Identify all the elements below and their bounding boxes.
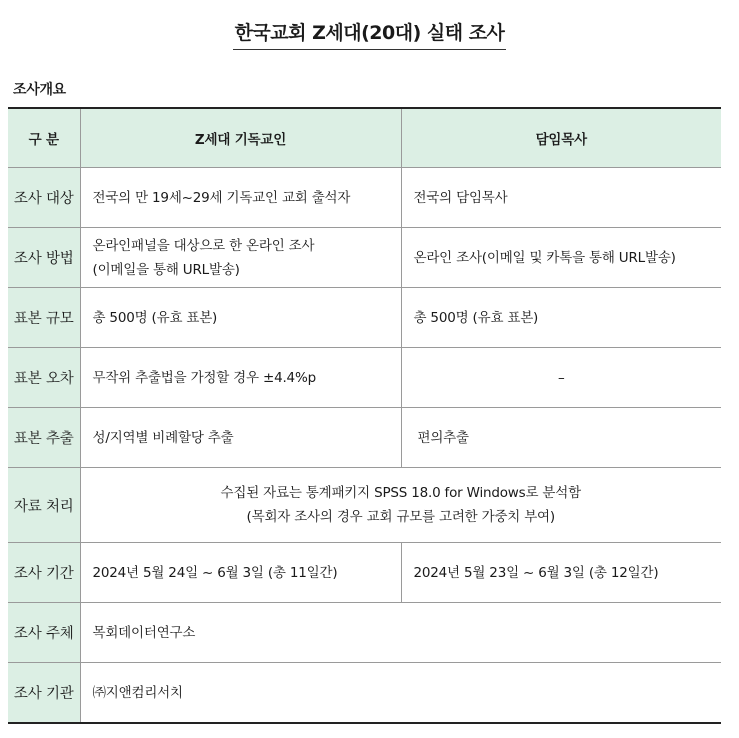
row-label-processing: 자료 처리 <box>8 468 80 543</box>
processing-line2: (목회자 조사의 경우 교회 규모를 고려한 가중치 부여) <box>246 509 555 525</box>
table-row-target <box>8 168 721 228</box>
row-label-period: 조사 기간 <box>8 543 80 603</box>
row-label-sampling-error: 표본 오차 <box>8 348 80 408</box>
row-label-sampling: 표본 추출 <box>8 408 80 468</box>
section-label: 조사개요 <box>13 82 66 98</box>
table-row-organizer <box>8 603 721 663</box>
table-header-row <box>8 108 721 168</box>
row-label-target: 조사 대상 <box>8 168 80 228</box>
table-row-sampling <box>8 408 721 468</box>
period-z-gen: 2024년 5월 24일 ~ 6월 3일 (총 11일간) <box>80 543 401 603</box>
row-label-method: 조사 방법 <box>8 228 80 288</box>
row-label-agency: 조사 기관 <box>8 663 80 724</box>
table-row-period <box>8 543 721 603</box>
header-category: 구 분 <box>8 108 80 168</box>
organizer-value: 목회데이터연구소 <box>80 603 721 663</box>
sampling-z-gen: 성/지역별 비례할당 추출 <box>80 408 401 468</box>
page-title: 한국교회 Z세대(20대) 실태 조사 <box>233 18 507 50</box>
period-pastor: 2024년 5월 23일 ~ 6월 3일 (총 12일간) <box>401 543 721 603</box>
method-z-gen <box>80 228 401 288</box>
table-row-sample-size <box>8 288 721 348</box>
sampling-error-z-gen: 무작위 추출법을 가정할 경우 ±4.4%p <box>80 348 401 408</box>
table-row-sampling-error <box>8 348 721 408</box>
row-label-organizer: 조사 주체 <box>8 603 80 663</box>
header-z-gen: Z세대 기독교인 <box>80 108 401 168</box>
method-pastor: 온라인 조사(이메일 및 카톡을 통해 URL발송) <box>401 228 721 288</box>
sampling-pastor: 편의추출 <box>401 408 721 468</box>
processing-line1: 수집된 자료는 통계패키지 SPSS 18.0 for Windows로 분석함 <box>220 485 581 501</box>
method-z-gen-line2: (이메일을 통해 URL발송) <box>92 261 240 278</box>
table-row-method <box>8 228 721 288</box>
table-row-agency <box>8 663 721 724</box>
table-row-processing <box>8 468 721 543</box>
sample-size-pastor: 총 500명 (유효 표본) <box>401 288 721 348</box>
target-z-gen: 전국의 만 19세~29세 기독교인 교회 출석자 <box>80 168 401 228</box>
header-pastor: 담임목사 <box>401 108 721 168</box>
method-z-gen-line1: 온라인패널을 대상으로 한 온라인 조사 <box>92 237 315 254</box>
target-pastor: 전국의 담임목사 <box>401 168 721 228</box>
agency-value: ㈜지앤컴리서치 <box>80 663 721 724</box>
processing-value <box>80 468 721 543</box>
sampling-error-pastor: – <box>401 348 721 408</box>
sample-size-z-gen: 총 500명 (유효 표본) <box>80 288 401 348</box>
survey-overview-table <box>8 107 721 724</box>
row-label-sample-size: 표본 규모 <box>8 288 80 348</box>
